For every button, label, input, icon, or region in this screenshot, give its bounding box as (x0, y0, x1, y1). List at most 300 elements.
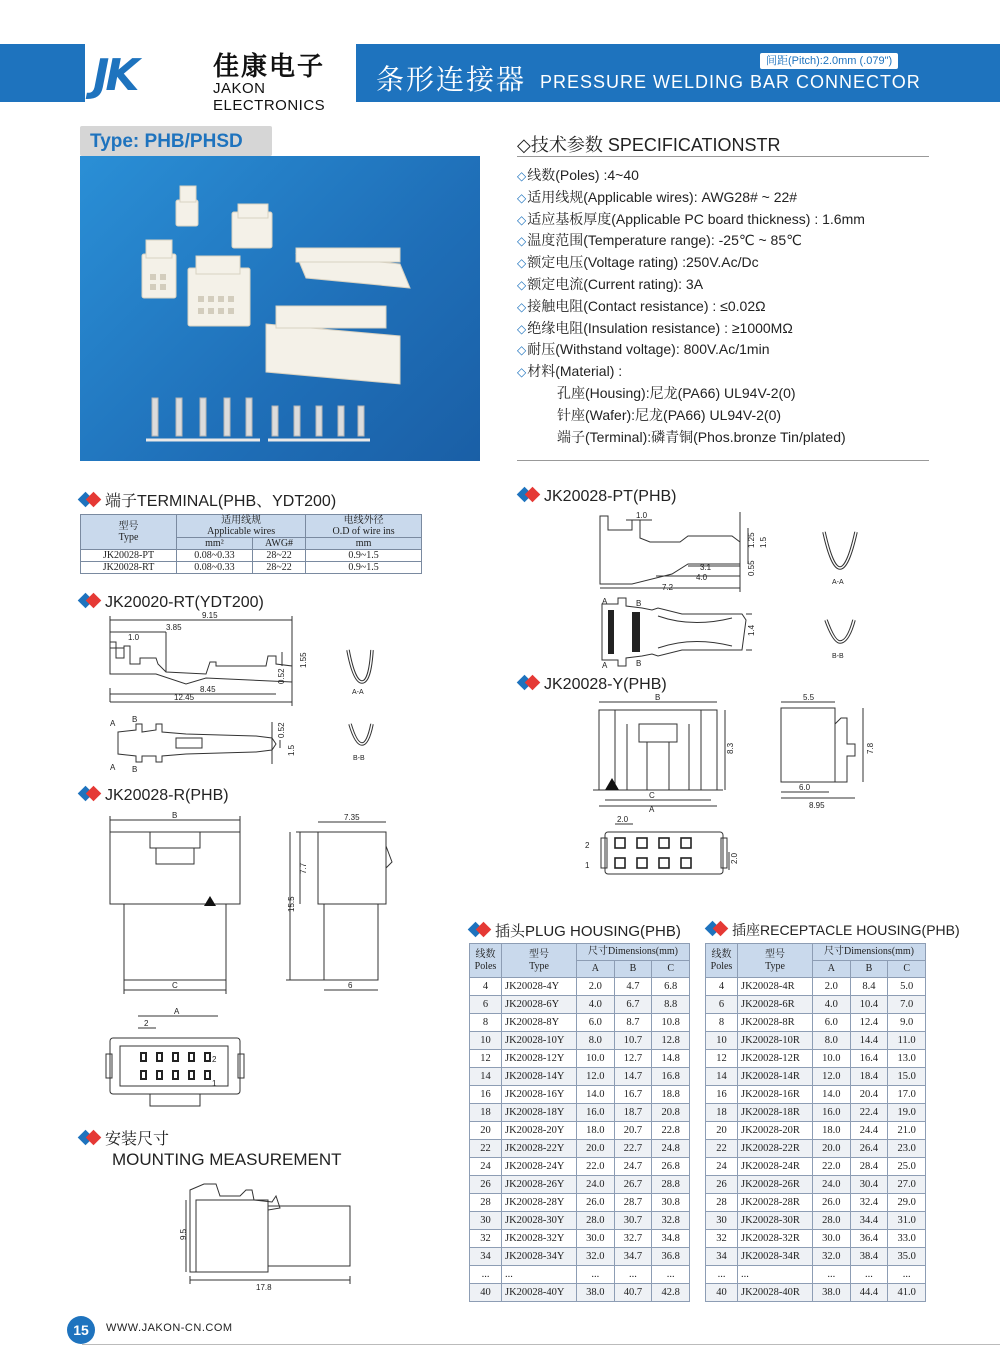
cell-c: 12.8 (652, 1032, 690, 1050)
svg-text:0.52: 0.52 (277, 668, 286, 684)
page-number: 15 (67, 1316, 95, 1344)
logo (85, 40, 350, 114)
svg-text:7.35: 7.35 (344, 813, 360, 822)
cell-b: 26.4 (850, 1140, 888, 1158)
svg-text:B: B (172, 811, 178, 820)
svg-text:7.7: 7.7 (299, 862, 308, 874)
cell-a: 8.0 (813, 1032, 851, 1050)
spec-material-housing: 孔座(Housing):尼龙(PA66) UL94V-2(0) (557, 384, 796, 401)
spec-item: ◇额定电压(Voltage rating) :250V.Ac/Dc (517, 254, 759, 271)
cell-c: 24.8 (652, 1140, 690, 1158)
cell-type: JK20028-6Y (502, 996, 577, 1014)
svg-text:6.0: 6.0 (799, 783, 811, 792)
cell-b: 16.7 (614, 1086, 652, 1104)
table-row (470, 1284, 690, 1302)
cell-b: 12.4 (850, 1014, 888, 1032)
cell-type: JK20028-18R (738, 1104, 813, 1122)
cell-b: ... (614, 1266, 652, 1284)
table-row (706, 1104, 926, 1122)
cell-type: JK20028-14Y (502, 1068, 577, 1086)
cell-type: JK20028-4R (738, 978, 813, 996)
cell-type: JK20028-12Y (502, 1050, 577, 1068)
cell-c: 27.0 (888, 1176, 926, 1194)
receptacle-housing-table: 线数 Poles 型号 Type 尺寸Dimensions(mm) A B C 4 JK20028-4R 2.0 8.4 5.0 6 JK20028-6R 4.0 10.4 7.0 8 JK20028-8R 6.0 12.4 9.0 10 JK20028-10R 8.0 14.4 11.0 12 JK20028-12R 10.0 16.4 13.0 14 JK20028-14R 12.0 18.4 15.0 16 JK20028-16R 14.0 20.4 17.0 18 JK20028-18R 16.0 22.4 19.0 20 JK20028-20R 18.0 24.4 21.0 22 JK20028-22R 20.0 26.4 23.0 24 JK20028-24R 22.0 28.4 25.0 26 JK20028-26R 24.0 30.4 27.0 28 JK20028-28R 26.0 32.4 29.0 30 JK20028-30R 28.0 34.4 31.0 32 JK20028-32R 30.0 36.4 33.0 34 JK20028-34R 32.0 38.4 35.0 ... ... ... ... ... 40 JK20028-40R 38.0 44.4 41.0 (705, 943, 926, 1302)
table-row (706, 1266, 926, 1284)
cell-b: 4.7 (614, 978, 652, 996)
svg-text:0.55: 0.55 (747, 560, 756, 576)
svg-text:A: A (110, 719, 116, 728)
spec-item: ◇线数(Poles) :4~40 (517, 167, 639, 183)
cell-a: 22.0 (577, 1158, 615, 1176)
cell-a: 2.0 (577, 978, 615, 996)
cell-type: JK20028-26R (738, 1176, 813, 1194)
cell-type: JK20028-8R (738, 1014, 813, 1032)
th-poles: 线数 Poles (470, 944, 502, 978)
section-mount-en: MOUNTING MEASUREMENT (112, 1150, 342, 1169)
type-tab (80, 126, 272, 156)
cell-poles: 12 (470, 1050, 502, 1068)
cell-b: 40.7 (614, 1284, 652, 1302)
cell-type: JK20028-30Y (502, 1212, 577, 1230)
cell-type: ... (502, 1266, 577, 1284)
connector-photo-illustration (80, 156, 480, 461)
diamond-bullet-icon: ◇ (517, 190, 527, 205)
table-row (470, 1158, 690, 1176)
cell-b: 32.4 (850, 1194, 888, 1212)
svg-text:15.5: 15.5 (287, 896, 296, 912)
spec-divider-top (517, 156, 929, 157)
cell-a: 14.0 (813, 1086, 851, 1104)
svg-text:B: B (132, 765, 138, 774)
diamond-bullet-icon: ◇ (517, 169, 527, 183)
cell-c: 20.8 (652, 1104, 690, 1122)
table-row (706, 1014, 926, 1032)
cell-b: 30.7 (614, 1212, 652, 1230)
svg-text:B: B (655, 694, 661, 702)
cell-poles: 8 (470, 1014, 502, 1032)
cell-a: 26.0 (577, 1194, 615, 1212)
cell-poles: 18 (706, 1104, 738, 1122)
cell-type: JK20028-10R (738, 1032, 813, 1050)
logo-mark: JK (93, 50, 136, 101)
table-row (706, 1068, 926, 1086)
cell-a: 6.0 (813, 1014, 851, 1032)
table-row (470, 1248, 690, 1266)
drawing-rt (96, 612, 386, 782)
cell-poles: 22 (470, 1140, 502, 1158)
cell-b: 18.4 (850, 1068, 888, 1086)
svg-text:A: A (110, 763, 116, 772)
svg-text:7.2: 7.2 (662, 583, 674, 592)
cell-poles: 20 (470, 1122, 502, 1140)
cell-b: ... (850, 1266, 888, 1284)
cell-b: 32.7 (614, 1230, 652, 1248)
cell-a: 10.0 (813, 1050, 851, 1068)
table-row (470, 1266, 690, 1284)
cell-c: 17.0 (888, 1086, 926, 1104)
cell-c: 25.0 (888, 1158, 926, 1176)
svg-text:9.15: 9.15 (202, 612, 218, 620)
cell-poles: 40 (706, 1284, 738, 1302)
cell-c: 35.0 (888, 1248, 926, 1266)
cell-poles: 24 (706, 1158, 738, 1176)
diamond-bullet-icon: ◇ (517, 299, 527, 314)
cell-a: 30.0 (813, 1230, 851, 1248)
svg-text:2: 2 (212, 1055, 217, 1064)
cell-poles: 6 (470, 996, 502, 1014)
cell-type: JK20028-24Y (502, 1158, 577, 1176)
svg-text:B-B: B-B (353, 755, 365, 762)
svg-text:1.55: 1.55 (299, 652, 308, 668)
cell-type: JK20028-6R (738, 996, 813, 1014)
table-row (706, 1248, 926, 1266)
svg-text:B-B: B-B (832, 653, 844, 660)
cell-c: 42.8 (652, 1284, 690, 1302)
cell-b: 10.7 (614, 1032, 652, 1050)
cell-b: 14.7 (614, 1068, 652, 1086)
cell-a: 38.0 (577, 1284, 615, 1302)
cell-b: 12.7 (614, 1050, 652, 1068)
footer-divider (82, 1344, 1000, 1345)
spec-item: ◇耐压(Withstand voltage): 800V.Ac/1min (517, 341, 770, 358)
cell-poles: 32 (706, 1230, 738, 1248)
cell-type: JK20028-40R (738, 1284, 813, 1302)
cell-type: JK20028-14R (738, 1068, 813, 1086)
cell-a: 20.0 (813, 1140, 851, 1158)
cell-a: 6.0 (577, 1014, 615, 1032)
cell-type: JK20028-26Y (502, 1176, 577, 1194)
cell-c: 22.8 (652, 1122, 690, 1140)
cell-b: 6.7 (614, 996, 652, 1014)
cell-poles: 24 (470, 1158, 502, 1176)
cell-poles: 18 (470, 1104, 502, 1122)
cell-poles: 4 (706, 978, 738, 996)
spec-material-wafer: 针座(Wafer):尼龙(PA66) UL94V-2(0) (557, 406, 782, 423)
table-row (470, 1212, 690, 1230)
cell-c: 7.0 (888, 996, 926, 1014)
title-bar (356, 44, 1000, 102)
pitch-badge: 间距(Pitch):2.0mm (.079") (759, 52, 899, 70)
cell-c: 23.0 (888, 1140, 926, 1158)
table-row (706, 1158, 926, 1176)
header-left-bar (0, 44, 85, 102)
table-row (706, 978, 926, 996)
cell-c: 26.8 (652, 1158, 690, 1176)
cell-type: JK20028-34R (738, 1248, 813, 1266)
svg-text:1: 1 (585, 861, 590, 870)
svg-text:2.0: 2.0 (730, 852, 739, 864)
svg-text:A-A: A-A (352, 689, 364, 696)
svg-text:1.4: 1.4 (747, 624, 756, 636)
cell-type: JK20028-40Y (502, 1284, 577, 1302)
cell-a: 28.0 (577, 1212, 615, 1230)
cell-type: JK20028-12R (738, 1050, 813, 1068)
page-title-en: PRESSURE WELDING BAR CONNECTOR (540, 72, 921, 92)
cell-b: 20.7 (614, 1122, 652, 1140)
svg-text:12.45: 12.45 (174, 693, 195, 702)
svg-text:1.25: 1.25 (747, 532, 756, 548)
diamond-bullet-icon: ◇ (517, 365, 527, 380)
table-row (706, 1284, 926, 1302)
th-wires: 适用线规 Applicable wires (177, 515, 306, 538)
cell-poles: 6 (706, 996, 738, 1014)
cell-poles: 10 (470, 1032, 502, 1050)
cell-type: JK20028-8Y (502, 1014, 577, 1032)
cell-type: JK20028-20Y (502, 1122, 577, 1140)
table-row (470, 1140, 690, 1158)
cell-b: 28.7 (614, 1194, 652, 1212)
svg-text:2: 2 (585, 841, 590, 850)
th-mm: mm (306, 538, 422, 550)
spec-item: ◇适应基板厚度(Applicable PC board thickness) : 1.6mm (517, 210, 865, 227)
diamond-bullet-icon: ◇ (517, 256, 527, 271)
table-row (706, 1212, 926, 1230)
cell-b: 20.4 (850, 1086, 888, 1104)
svg-text:C: C (172, 981, 178, 990)
section-pt: JK20028-PT(PHB) (519, 488, 677, 506)
cell-a: 10.0 (577, 1050, 615, 1068)
table-row: JK20028-RT 0.08~0.33 28~22 0.9~1.5 (81, 562, 422, 574)
section-y: JK20028-Y(PHB) (519, 676, 667, 694)
table-row (470, 1032, 690, 1050)
cell-type: JK20028-22Y (502, 1140, 577, 1158)
cell-poles: 28 (470, 1194, 502, 1212)
table-row (706, 1032, 926, 1050)
cell-a: 26.0 (813, 1194, 851, 1212)
svg-text:1: 1 (212, 1079, 217, 1088)
svg-text:4.0: 4.0 (696, 573, 708, 582)
cell-poles: 40 (470, 1284, 502, 1302)
cell-c: 29.0 (888, 1194, 926, 1212)
website-link[interactable]: WWW.JAKON-CN.COM (106, 1322, 233, 1334)
svg-text:8.95: 8.95 (809, 801, 825, 810)
svg-text:8.45: 8.45 (200, 685, 216, 694)
diamond-bullet-icon: ◇ (517, 277, 527, 292)
table-row (470, 996, 690, 1014)
svg-text:17.8: 17.8 (256, 1283, 272, 1290)
section-receptacle: 插座RECEPTACLE HOUSING(PHB) (707, 920, 960, 940)
cell-poles: 14 (470, 1068, 502, 1086)
svg-text:A-A: A-A (832, 579, 844, 586)
drawing-pt (592, 508, 872, 673)
cell-poles: 16 (706, 1086, 738, 1104)
table-row (706, 1176, 926, 1194)
cell-c: 41.0 (888, 1284, 926, 1302)
drawing-r (100, 810, 400, 1120)
table-row (706, 1122, 926, 1140)
cell-b: 34.7 (614, 1248, 652, 1266)
cell-poles: 4 (470, 978, 502, 996)
type-label: Type: PHB/PHSD (90, 131, 243, 152)
th-type: 型号 Type (738, 944, 813, 978)
cell-c: 34.8 (652, 1230, 690, 1248)
svg-text:A: A (602, 661, 608, 670)
cell-poles: 16 (470, 1086, 502, 1104)
svg-text:6: 6 (348, 981, 353, 990)
cell-a: 24.0 (813, 1176, 851, 1194)
cell-c: 28.8 (652, 1176, 690, 1194)
cell-type: JK20028-20R (738, 1122, 813, 1140)
cell-type: JK20028-34Y (502, 1248, 577, 1266)
svg-text:2: 2 (144, 1019, 149, 1028)
spec-item: ◇接触电阻(Contact resistance) : ≤0.02Ω (517, 297, 766, 314)
cell-c: 8.8 (652, 996, 690, 1014)
th-dimensions: 尺寸Dimensions(mm) (813, 944, 926, 961)
svg-text:B: B (636, 599, 642, 608)
spec-list (517, 165, 937, 448)
product-photo (80, 156, 480, 461)
cell-type: JK20028-30R (738, 1212, 813, 1230)
table-row (470, 978, 690, 996)
table-row (470, 1104, 690, 1122)
cell-b: 26.7 (614, 1176, 652, 1194)
svg-text:8.3: 8.3 (726, 742, 735, 754)
cell-poles: 22 (706, 1140, 738, 1158)
cell-c: ... (652, 1266, 690, 1284)
spec-item: ◇温度范围(Temperature range): -25℃ ~ 85℃ (517, 232, 802, 249)
th-poles: 线数 Poles (706, 944, 738, 978)
cell-poles: 20 (706, 1122, 738, 1140)
cell-a: 16.0 (577, 1104, 615, 1122)
svg-text:B: B (132, 715, 138, 724)
svg-text:3.85: 3.85 (166, 623, 182, 632)
section-mount: 安装尺寸 (80, 1126, 169, 1149)
svg-text:2.0: 2.0 (617, 815, 629, 824)
cell-b: 10.4 (850, 996, 888, 1014)
cell-poles: ... (706, 1266, 738, 1284)
cell-a: 28.0 (813, 1212, 851, 1230)
cell-type: JK20028-32R (738, 1230, 813, 1248)
spec-divider-bottom (517, 460, 929, 461)
cell-c: 36.8 (652, 1248, 690, 1266)
cell-a: 2.0 (813, 978, 851, 996)
cell-b: 8.7 (614, 1014, 652, 1032)
polarity-marker-icon (204, 896, 216, 906)
cell-a: 16.0 (813, 1104, 851, 1122)
svg-text:0.52: 0.52 (277, 722, 286, 738)
cell-a: 14.0 (577, 1086, 615, 1104)
cell-type: JK20028-10Y (502, 1032, 577, 1050)
table-row (470, 1068, 690, 1086)
cell-b: 30.4 (850, 1176, 888, 1194)
cell-c: 21.0 (888, 1122, 926, 1140)
section-r: JK20028-R(PHB) (80, 787, 229, 805)
cell-b: 24.4 (850, 1122, 888, 1140)
cell-b: 22.7 (614, 1140, 652, 1158)
cell-b: 28.4 (850, 1158, 888, 1176)
cell-a: 12.0 (577, 1068, 615, 1086)
th-mm2: mm² (177, 538, 253, 550)
cell-poles: 30 (706, 1212, 738, 1230)
svg-text:B: B (636, 659, 642, 668)
cell-a: 24.0 (577, 1176, 615, 1194)
cell-b: 34.4 (850, 1212, 888, 1230)
cell-type: JK20028-4Y (502, 978, 577, 996)
table-row (706, 1086, 926, 1104)
terminal-table (80, 514, 422, 574)
cell-b: 14.4 (850, 1032, 888, 1050)
svg-text:A: A (174, 1007, 180, 1016)
cell-poles: 26 (706, 1176, 738, 1194)
cell-b: 38.4 (850, 1248, 888, 1266)
cell-a: 32.0 (813, 1248, 851, 1266)
cell-c: 30.8 (652, 1194, 690, 1212)
cell-c: 9.0 (888, 1014, 926, 1032)
spec-item: ◇额定电流(Current rating): 3A (517, 275, 704, 292)
cell-b: 36.4 (850, 1230, 888, 1248)
cell-a: ... (577, 1266, 615, 1284)
cell-type: ... (738, 1266, 813, 1284)
cell-type: JK20028-24R (738, 1158, 813, 1176)
drawing-y (585, 694, 875, 884)
cell-a: 12.0 (813, 1068, 851, 1086)
section-plug: 插头PLUG HOUSING(PHB) (470, 920, 681, 941)
section-terminal: 端子TERMINAL(PHB、YDT200) (80, 488, 336, 511)
cell-a: 20.0 (577, 1140, 615, 1158)
cell-poles: 8 (706, 1014, 738, 1032)
th-type: 型号 Type (502, 944, 577, 978)
cell-b: 24.7 (614, 1158, 652, 1176)
th-awg: AWG# (252, 538, 305, 550)
table-row (470, 1122, 690, 1140)
cell-poles: 32 (470, 1230, 502, 1248)
svg-text:A: A (602, 597, 608, 606)
cell-poles: 12 (706, 1050, 738, 1068)
cell-c: 18.8 (652, 1086, 690, 1104)
cell-c: 33.0 (888, 1230, 926, 1248)
cell-a: 18.0 (577, 1122, 615, 1140)
cell-c: ... (888, 1266, 926, 1284)
cell-a: 32.0 (577, 1248, 615, 1266)
spec-item: ◇适用线规(Applicable wires): AWG28# ~ 22# (517, 188, 798, 205)
cell-poles: 34 (706, 1248, 738, 1266)
cell-type: JK20028-16R (738, 1086, 813, 1104)
svg-text:3.1: 3.1 (700, 563, 712, 572)
cell-type: JK20028-28R (738, 1194, 813, 1212)
company-name-cn: 佳康电子 (213, 52, 326, 82)
table-row: JK20028-PT 0.08~0.33 28~22 0.9~1.5 (81, 550, 422, 562)
diamond-bullet-icon: ◇ (517, 321, 527, 336)
cell-poles: 34 (470, 1248, 502, 1266)
cell-b: 8.4 (850, 978, 888, 996)
cell-b: 22.4 (850, 1104, 888, 1122)
cell-c: 15.0 (888, 1068, 926, 1086)
cell-a: ... (813, 1266, 851, 1284)
th-od: 电线外径 O.D of wire ins (306, 515, 422, 538)
svg-text:A: A (649, 805, 655, 814)
polarity-marker-icon (605, 778, 619, 790)
cell-a: 8.0 (577, 1032, 615, 1050)
page-title-cn: 条形连接器 (376, 63, 527, 96)
svg-text:1.0: 1.0 (636, 511, 648, 520)
svg-text:1.5: 1.5 (287, 744, 296, 756)
cell-a: 22.0 (813, 1158, 851, 1176)
cell-type: JK20028-28Y (502, 1194, 577, 1212)
table-row (470, 1014, 690, 1032)
cell-b: 44.4 (850, 1284, 888, 1302)
cell-poles: 30 (470, 1212, 502, 1230)
cell-c: 13.0 (888, 1050, 926, 1068)
svg-text:9.5: 9.5 (179, 1228, 188, 1240)
cell-c: 16.8 (652, 1068, 690, 1086)
table-row (470, 1176, 690, 1194)
cell-a: 18.0 (813, 1122, 851, 1140)
spec-heading: ◇技术参数 SPECIFICATIONSTR (517, 135, 781, 155)
cell-poles: 26 (470, 1176, 502, 1194)
drawing-mount (160, 1180, 360, 1290)
cell-a: 4.0 (577, 996, 615, 1014)
cell-c: 19.0 (888, 1104, 926, 1122)
